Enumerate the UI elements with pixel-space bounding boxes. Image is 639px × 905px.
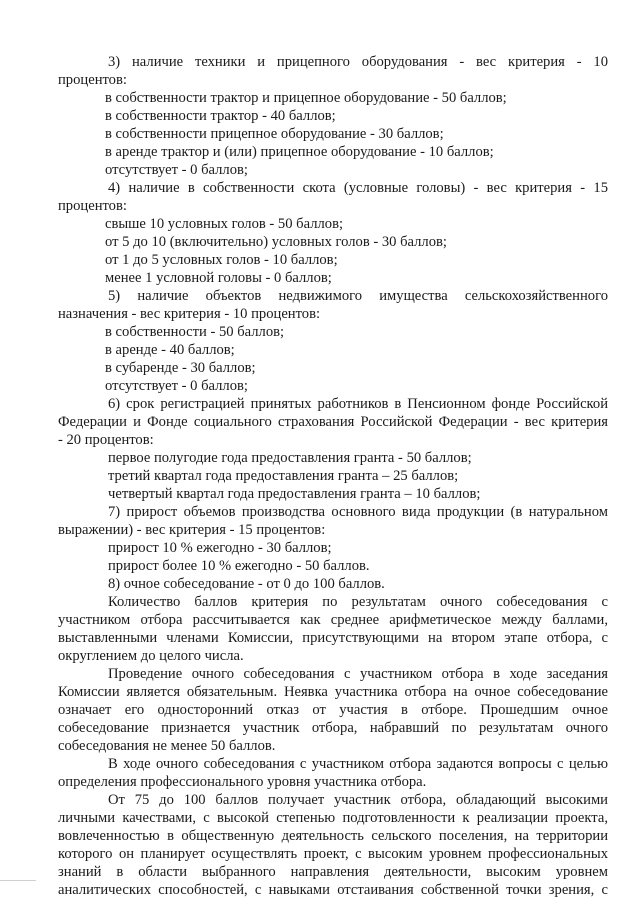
text-line: 3) наличие техники и прицепного оборудования - вес критерия - 10 bbox=[108, 54, 608, 70]
text-line: вовлеченностью в общественную деятельность сельского поселения, на территории bbox=[58, 828, 608, 844]
text-line: процентов: bbox=[58, 72, 127, 88]
text-line: в собственности трактор - 40 баллов; bbox=[105, 108, 336, 124]
text-line: В ходе очного собеседования с участником отбора задаются вопросы с целью bbox=[108, 756, 608, 772]
text-line: аналитических способностей, с навыками отстаивания собственной точки зрения, с bbox=[58, 882, 608, 898]
text-line: от 5 до 10 (включительно) условных голов - 30 баллов; bbox=[105, 234, 447, 250]
text-line: отсутствует - 0 баллов; bbox=[105, 162, 248, 178]
text-line: прирост более 10 % ежегодно - 50 баллов. bbox=[108, 558, 370, 574]
text-line: которого он планирует осуществлять проект, с высоким уровнем профессиональных bbox=[58, 846, 608, 862]
text-line: собеседование признается участник отбора, набравший по результатам очного bbox=[58, 720, 608, 736]
text-line: - 20 процентов: bbox=[58, 432, 154, 448]
text-line: определения профессионального уровня участника отбора. bbox=[58, 774, 427, 790]
text-line: означает его односторонний отказ от участия в отборе. Прошедшим очное bbox=[58, 702, 608, 718]
text-line: Проведение очного собеседования с участником отбора в ходе заседания bbox=[108, 666, 608, 682]
text-line: От 75 до 100 баллов получает участник отбора, обладающий высокими bbox=[108, 792, 608, 808]
text-line: в собственности - 50 баллов; bbox=[105, 324, 285, 340]
text-line: в собственности трактор и прицепное оборудование - 50 баллов; bbox=[105, 90, 507, 106]
text-line: третий квартал года предоставления гранта – 25 баллов; bbox=[108, 468, 459, 484]
text-line: участником отбора рассчитывается как среднее арифметическое между баллами, bbox=[58, 612, 608, 628]
text-line: Федерации и Фонде социального страхования Российской Федерации - вес критерия bbox=[58, 414, 608, 430]
text-line: 4) наличие в собственности скота (условные головы) - вес критерия - 15 bbox=[108, 180, 608, 196]
text-line: личными качествами, с высокой степенью подготовленности к реализации проекта, bbox=[58, 810, 608, 826]
text-line: округлением до целого числа. bbox=[58, 648, 244, 664]
text-line: в собственности прицепное оборудование - 30 баллов; bbox=[105, 126, 444, 142]
text-line: Комиссии является обязательным. Неявка участника отбора на очное собеседование bbox=[58, 684, 608, 700]
text-line: от 1 до 5 условных голов - 10 баллов; bbox=[105, 252, 338, 268]
text-line: четвертый квартал года предоставления гранта – 10 баллов; bbox=[108, 486, 481, 502]
text-line: 7) прирост объемов производства основного вида продукции (в натуральном bbox=[108, 504, 608, 520]
text-line: свыше 10 условных голов - 50 баллов; bbox=[105, 216, 344, 232]
text-line: отсутствует - 0 баллов; bbox=[105, 378, 248, 394]
text-line: в аренде - 40 баллов; bbox=[105, 342, 235, 358]
text-line: первое полугодие года предоставления гранта - 50 баллов; bbox=[108, 450, 472, 466]
text-line: менее 1 условной головы - 0 баллов; bbox=[105, 270, 332, 286]
text-line: Количество баллов критерия по результатам очного собеседования с bbox=[108, 594, 608, 610]
text-line: знаний в области выбранного направления деятельности, высоким уровнем bbox=[58, 864, 608, 880]
text-line: 8) очное собеседование - от 0 до 100 баллов. bbox=[108, 576, 385, 592]
text-line: назначения - вес критерия - 10 процентов: bbox=[58, 306, 321, 322]
text-line: 6) срок регистрацией принятых работников в Пенсионном фонде Российской bbox=[108, 396, 608, 412]
text-line: выражении) - вес критерия - 15 процентов: bbox=[58, 522, 326, 538]
text-line: 5) наличие объектов недвижимого имущества сельскохозяйственного bbox=[108, 288, 608, 304]
text-line: собеседования не менее 50 баллов. bbox=[58, 738, 276, 754]
scan-edge-mark bbox=[0, 880, 36, 881]
text-line: прирост 10 % ежегодно - 30 баллов; bbox=[108, 540, 332, 556]
text-line: в субаренде - 30 баллов; bbox=[105, 360, 256, 376]
text-line: процентов: bbox=[58, 198, 127, 214]
text-line: в аренде трактор и (или) прицепное оборудование - 10 баллов; bbox=[105, 144, 494, 160]
text-line: выставленными членами Комиссии, присутствующими на втором этапе отбора, с bbox=[58, 630, 608, 646]
